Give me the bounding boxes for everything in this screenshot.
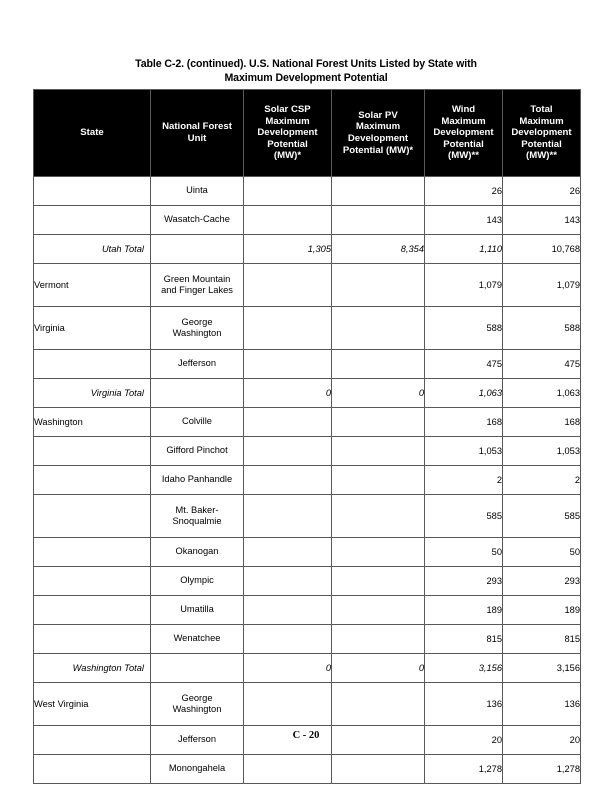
cell-solar-csp: [244, 567, 332, 596]
cell-wind: 50: [425, 538, 503, 567]
table-row: [34, 350, 581, 379]
cell-wind: 189: [425, 596, 503, 625]
cell-state: Washington: [34, 408, 151, 437]
cell-national-forest-unit: Wenatchee: [151, 625, 244, 654]
cell-national-forest-unit: George Washington: [151, 307, 244, 350]
table-row: [34, 567, 581, 596]
page-title: [60, 57, 552, 85]
cell-solar-csp: 1,305: [244, 235, 332, 264]
table-row: [34, 654, 581, 683]
cell-total: 168: [503, 408, 581, 437]
table-row: [34, 495, 581, 538]
table-row: [34, 235, 581, 264]
cell-state: Virginia Total: [34, 379, 151, 408]
cell-solar-pv: [332, 408, 425, 437]
cell-solar-csp: [244, 596, 332, 625]
cell-wind: 815: [425, 625, 503, 654]
cell-total: 1,278: [503, 755, 581, 784]
cell-solar-pv: [332, 755, 425, 784]
cell-solar-pv: [332, 437, 425, 466]
cell-total: 20: [503, 726, 581, 755]
table-row: [34, 177, 581, 206]
page-footer: C - 20: [292, 730, 320, 741]
cell-state: [34, 206, 151, 235]
cell-total: 1,063: [503, 379, 581, 408]
cell-total: 293: [503, 567, 581, 596]
cell-solar-pv: [332, 177, 425, 206]
cell-solar-pv: [332, 307, 425, 350]
column-header-total: Total Maximum Development Potential (MW)**: [503, 90, 581, 177]
cell-total: 588: [503, 307, 581, 350]
cell-solar-csp: [244, 408, 332, 437]
cell-state: [34, 466, 151, 495]
table-row: [34, 307, 581, 350]
cell-national-forest-unit: Mt. Baker- Snoqualmie: [151, 495, 244, 538]
cell-solar-pv: 8,354: [332, 235, 425, 264]
cell-state: [34, 177, 151, 206]
cell-solar-csp: [244, 206, 332, 235]
cell-national-forest-unit: Jefferson: [151, 726, 244, 755]
cell-national-forest-unit: George Washington: [151, 683, 244, 726]
table-body: [34, 177, 581, 784]
cell-national-forest-unit: Colville: [151, 408, 244, 437]
cell-wind: 1,053: [425, 437, 503, 466]
table-header: [34, 90, 581, 177]
cell-state: Vermont: [34, 264, 151, 307]
cell-total: 2: [503, 466, 581, 495]
cell-state: [34, 596, 151, 625]
cell-wind: 293: [425, 567, 503, 596]
cell-solar-csp: [244, 683, 332, 726]
cell-national-forest-unit: Okanogan: [151, 538, 244, 567]
cell-national-forest-unit: [151, 654, 244, 683]
table-row: [34, 408, 581, 437]
cell-solar-pv: [332, 596, 425, 625]
cell-wind: 475: [425, 350, 503, 379]
table-row: [34, 264, 581, 307]
cell-total: 143: [503, 206, 581, 235]
cell-solar-pv: [332, 625, 425, 654]
cell-state: [34, 495, 151, 538]
cell-solar-pv: 0: [332, 654, 425, 683]
cell-state: [34, 350, 151, 379]
table-row: [34, 437, 581, 466]
cell-wind: 1,063: [425, 379, 503, 408]
cell-state: Virginia: [34, 307, 151, 350]
table-row: [34, 379, 581, 408]
cell-wind: 1,079: [425, 264, 503, 307]
cell-solar-pv: [332, 350, 425, 379]
cell-solar-pv: [332, 683, 425, 726]
cell-state: [34, 567, 151, 596]
cell-wind: 585: [425, 495, 503, 538]
cell-national-forest-unit: Idaho Panhandle: [151, 466, 244, 495]
cell-solar-pv: [332, 206, 425, 235]
cell-solar-csp: [244, 177, 332, 206]
cell-state: Utah Total: [34, 235, 151, 264]
cell-solar-csp: 0: [244, 654, 332, 683]
cell-solar-pv: [332, 567, 425, 596]
cell-wind: 136: [425, 683, 503, 726]
cell-national-forest-unit: Olympic: [151, 567, 244, 596]
cell-total: 10,768: [503, 235, 581, 264]
cell-total: 50: [503, 538, 581, 567]
cell-state: Washington Total: [34, 654, 151, 683]
cell-state: West Virginia: [34, 683, 151, 726]
table-row: [34, 596, 581, 625]
cell-wind: 20: [425, 726, 503, 755]
cell-national-forest-unit: Green Mountain and Finger Lakes: [151, 264, 244, 307]
cell-wind: 1,110: [425, 235, 503, 264]
table-row: [34, 755, 581, 784]
cell-national-forest-unit: [151, 379, 244, 408]
cell-wind: 143: [425, 206, 503, 235]
cell-solar-csp: 0: [244, 379, 332, 408]
column-header-solar-csp: Solar CSP Maximum Development Potential (MW)*: [244, 90, 332, 177]
cell-wind: 3,156: [425, 654, 503, 683]
table-row: [34, 625, 581, 654]
cell-solar-pv: [332, 264, 425, 307]
table-header-row: [34, 90, 581, 177]
cell-national-forest-unit: Jefferson: [151, 350, 244, 379]
column-header-state: State: [34, 90, 151, 177]
cell-total: 1,053: [503, 437, 581, 466]
cell-solar-pv: [332, 538, 425, 567]
cell-national-forest-unit: Wasatch-Cache: [151, 206, 244, 235]
cell-state: [34, 437, 151, 466]
cell-wind: 26: [425, 177, 503, 206]
table-row: [34, 206, 581, 235]
cell-total: 1,079: [503, 264, 581, 307]
cell-solar-csp: [244, 625, 332, 654]
cell-solar-csp: [244, 495, 332, 538]
cell-state: [34, 625, 151, 654]
cell-total: 189: [503, 596, 581, 625]
cell-national-forest-unit: [151, 235, 244, 264]
cell-total: 815: [503, 625, 581, 654]
page-title-line-2: Maximum Development Potential: [224, 72, 388, 84]
column-header-wind: Wind Maximum Development Potential (MW)**: [425, 90, 503, 177]
page-title-line-1: Table C-2. (continued). U.S. National Forest Units Listed by State with: [135, 58, 477, 70]
cell-national-forest-unit: Gifford Pinchot: [151, 437, 244, 466]
cell-wind: 1,278: [425, 755, 503, 784]
cell-solar-csp: [244, 307, 332, 350]
forest-units-table: [33, 89, 581, 784]
cell-total: 585: [503, 495, 581, 538]
cell-national-forest-unit: Umatilla: [151, 596, 244, 625]
cell-solar-pv: [332, 466, 425, 495]
cell-solar-csp: [244, 538, 332, 567]
cell-solar-pv: [332, 495, 425, 538]
cell-total: 475: [503, 350, 581, 379]
cell-total: 26: [503, 177, 581, 206]
table-row: [34, 538, 581, 567]
cell-state: [34, 755, 151, 784]
cell-wind: 588: [425, 307, 503, 350]
cell-national-forest-unit: Uinta: [151, 177, 244, 206]
cell-solar-csp: [244, 755, 332, 784]
cell-solar-csp: [244, 466, 332, 495]
cell-national-forest-unit: Monongahela: [151, 755, 244, 784]
cell-solar-pv: 0: [332, 379, 425, 408]
cell-total: 136: [503, 683, 581, 726]
cell-solar-csp: [244, 264, 332, 307]
table-row: [34, 466, 581, 495]
cell-solar-csp: [244, 350, 332, 379]
cell-wind: 2: [425, 466, 503, 495]
column-header-national-forest-unit: National Forest Unit: [151, 90, 244, 177]
cell-total: 3,156: [503, 654, 581, 683]
cell-state: [34, 538, 151, 567]
cell-solar-csp: [244, 437, 332, 466]
cell-wind: 168: [425, 408, 503, 437]
column-header-solar-pv: Solar PV Maximum Development Potential (MW)*: [332, 90, 425, 177]
table-row: [34, 683, 581, 726]
